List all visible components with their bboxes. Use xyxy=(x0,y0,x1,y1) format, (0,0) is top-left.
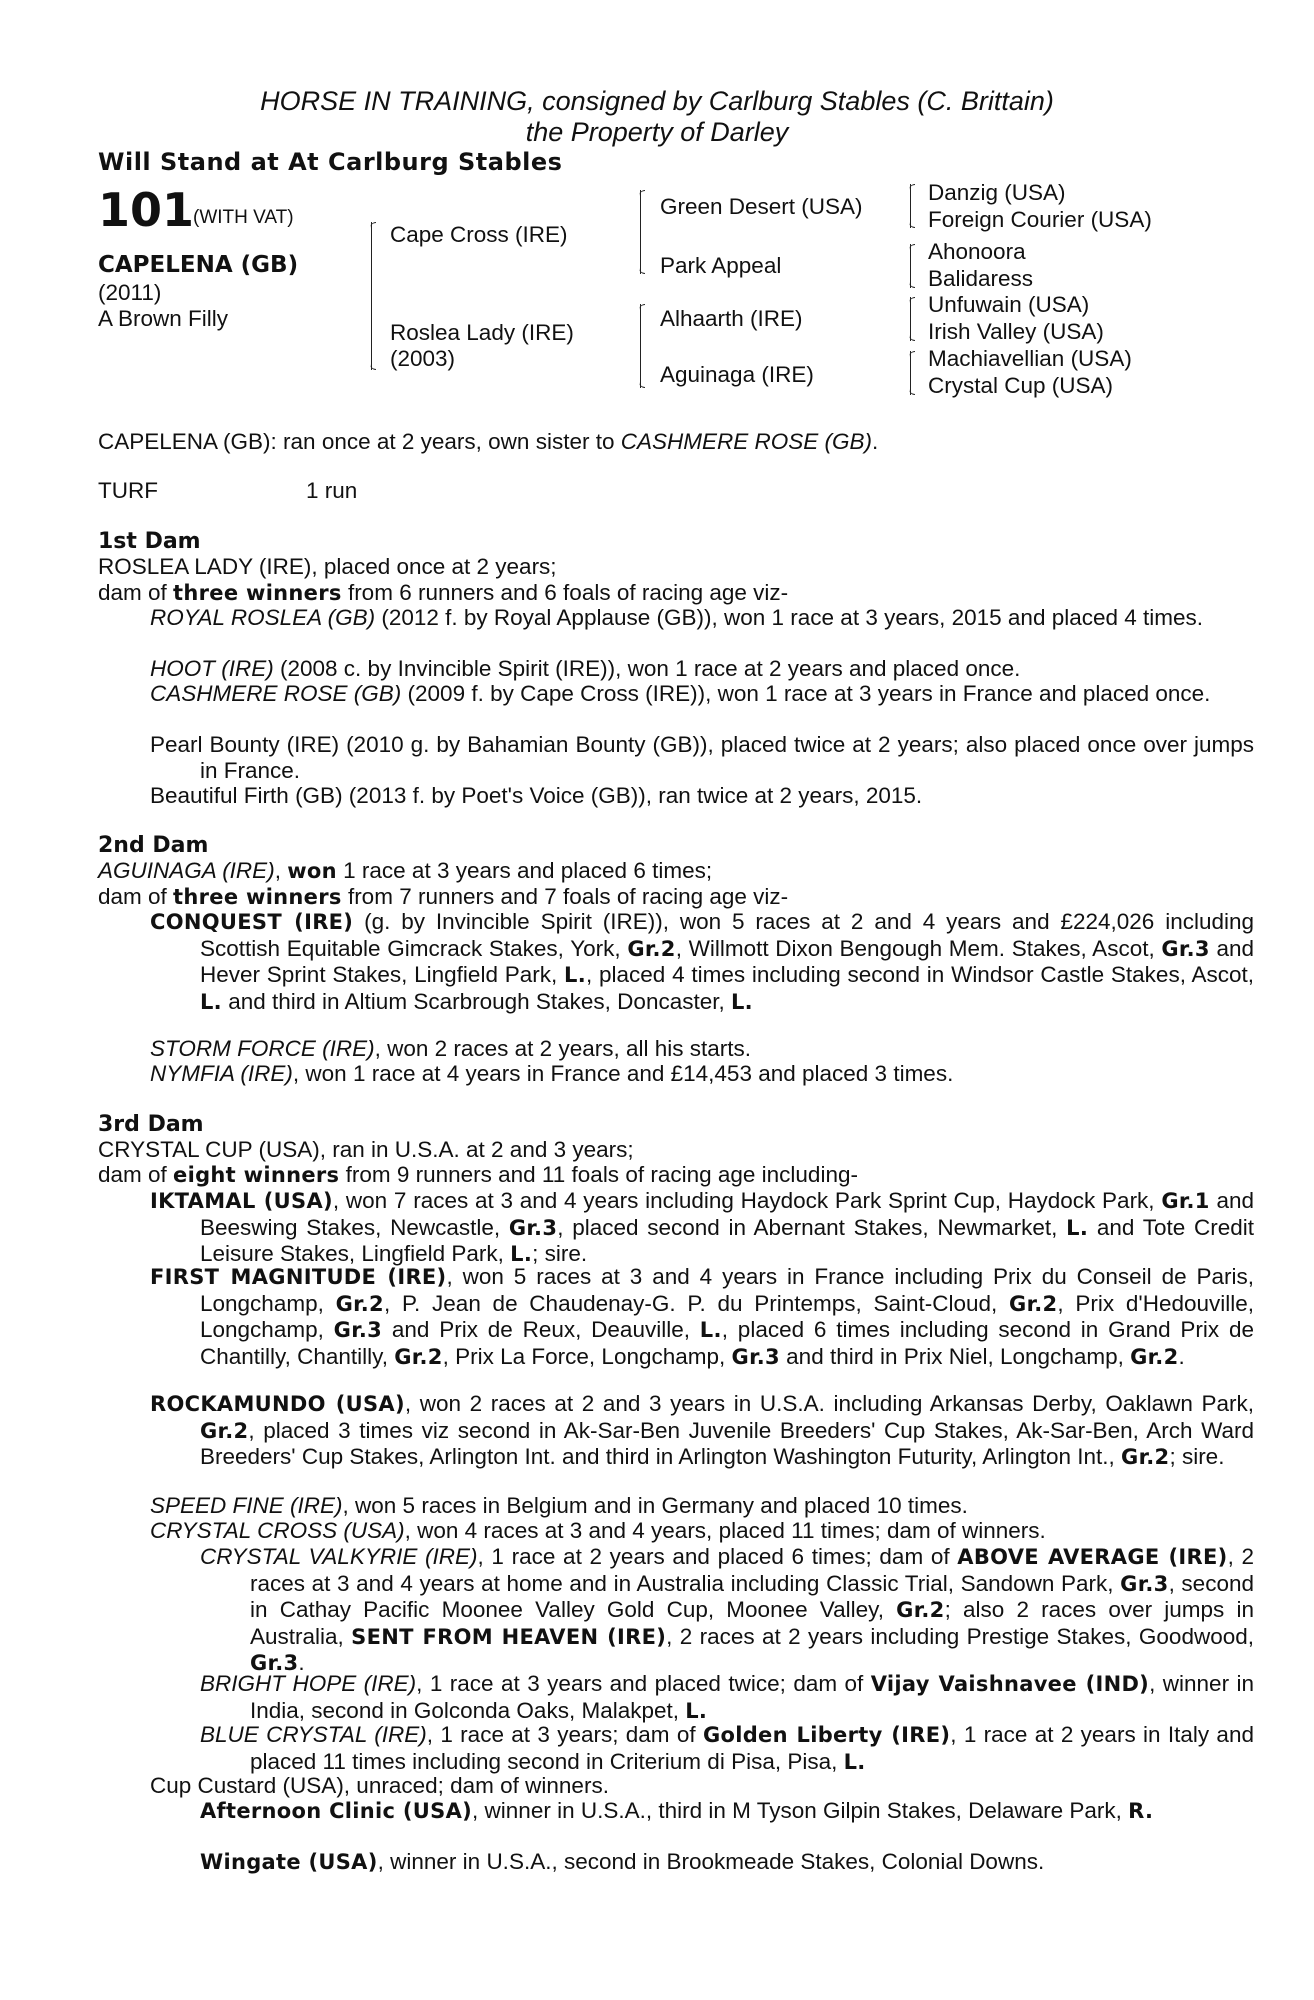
pedigree-dam: Roslea Lady (IRE) xyxy=(390,320,574,345)
produce-crystal-cross: CRYSTAL CROSS (USA), won 4 races at 3 and 4 years, placed 11 times; dam of winners. xyxy=(150,1518,1046,1543)
produce-speed-fine: SPEED FINE (IRE), won 5 races in Belgium and in Germany and placed 10 times. xyxy=(150,1493,968,1518)
race-summary: CAPELENA (GB): ran once at 2 years, own sister to CASHMERE ROSE (GB). xyxy=(98,429,879,454)
pedigree-sire-dam: Park Appeal xyxy=(660,253,782,278)
brace-ds xyxy=(910,297,911,341)
pedigree-sire: Cape Cross (IRE) xyxy=(390,222,568,247)
brace-dd xyxy=(910,351,911,395)
produce-cup-custard: Cup Custard (USA), unraced; dam of winners. xyxy=(150,1773,609,1798)
pedigree-dam-year: (2003) xyxy=(390,346,456,371)
horse-year: (2011) xyxy=(98,280,162,305)
turf-value: 1 run xyxy=(306,478,358,503)
produce-rockamundo: ROCKAMUNDO (USA), won 2 races at 2 and 3 years in U.S.A. including Arkansas Derby, Oaklawn Park, Gr.2, placed 3 times viz second in Ak-Sar-Ben Juvenile Breeders' Cup Stakes, Ak-Sar-Ben, Arch Ward Breeders' Cup Stakes, Arlington Int. and third in Arlington Washington Futurity, Arlington Int., Gr.2; sire. xyxy=(150,1391,1254,1469)
produce-wingate: Wingate (USA), winner in U.S.A., second in Brookmeade Stakes, Colonial Downs. xyxy=(200,1849,1045,1874)
produce-crystal-valkyrie: CRYSTAL VALKYRIE (IRE), 1 race at 2 years and placed 6 times; dam of ABOVE AVERAGE (IRE), 2 races at 3 and 4 years at home and in Australia including Classic Trial, Sandown Park, Gr.3, second in Cathay Pacific Moonee Valley Gold Cup, Moonee Valley, Gr.2; also 2 races over jumps in Australia, SENT FROM HEAVEN (IRE), 2 races at 2 years including Prestige Stakes, Goodwood, Gr.3. xyxy=(200,1544,1254,1675)
produce-pearl-bounty: Pearl Bounty (IRE) (2010 g. by Bahamian Bounty (GB)), placed twice at 2 years; also placed once over jumps in France. xyxy=(150,732,1254,783)
pedigree-dds: Machiavellian (USA) xyxy=(928,346,1132,371)
first-dam-produce-line: dam of three winners from 6 runners and 6 foals of racing age viz- xyxy=(98,580,789,605)
pedigree-sire-sire: Green Desert (USA) xyxy=(660,194,863,219)
pedigree-dam-sire: Alhaarth (IRE) xyxy=(660,306,803,331)
produce-hoot: HOOT (IRE) (2008 c. by Invincible Spirit (IRE)), won 1 race at 2 years and placed once. xyxy=(150,656,1021,681)
pedigree-dsd: Irish Valley (USA) xyxy=(928,319,1104,344)
produce-first-magnitude: FIRST MAGNITUDE (IRE), won 5 races at 3 and 4 years in France including Prix du Conseil de Paris, Longchamp, Gr.2, P. Jean de Chaudenay-G. P. du Printemps, Saint-Cloud, Gr.2, Prix d'Hedouville, Longchamp, Gr.3 and Prix de Reux, Deauville, L., placed 6 times including second in Grand Prix de Chantilly, Chantilly, Gr.2, Prix La Force, Longchamp, Gr.3 and third in Prix Niel, Longchamp, Gr.2. xyxy=(150,1264,1255,1369)
stand-line: Will Stand at At Carlburg Stables xyxy=(98,148,563,176)
third-dam-line: CRYSTAL CUP (USA), ran in U.S.A. at 2 and 3 years; xyxy=(98,1137,634,1162)
consignment-line: HORSE IN TRAINING, consigned by Carlburg Stables (C. Brittain) xyxy=(260,86,1054,116)
dam-line-brace xyxy=(640,304,641,388)
third-dam-heading: 3rd Dam xyxy=(98,1112,204,1137)
produce-afternoon-clinic: Afternoon Clinic (USA), winner in U.S.A., third in M Tyson Gilpin Stakes, Delaware Park, R. xyxy=(200,1798,1154,1823)
turf-label: TURF xyxy=(98,478,158,503)
horse-name: CAPELENA (GB) xyxy=(98,252,299,278)
vat-label: (WITH VAT) xyxy=(193,207,294,228)
pedigree-sdd: Balidaress xyxy=(928,266,1034,291)
property-line: the Property of Darley xyxy=(525,117,789,147)
horse-description: A Brown Filly xyxy=(98,306,229,331)
first-dam-line: ROSLEA LADY (IRE), placed once at 2 years; xyxy=(98,554,557,579)
sire-dam-brace xyxy=(371,222,372,370)
second-dam-produce-line: dam of three winners from 7 runners and 7 foals of racing age viz- xyxy=(98,884,789,909)
pedigree-dam-dam: Aguinaga (IRE) xyxy=(660,362,814,387)
sire-line-brace xyxy=(640,190,641,274)
pedigree-ssd: Foreign Courier (USA) xyxy=(928,207,1152,232)
pedigree-sds: Ahonoora xyxy=(928,239,1026,264)
pedigree-dss: Unfuwain (USA) xyxy=(928,292,1090,317)
produce-iktamal: IKTAMAL (USA), won 7 races at 3 and 4 years including Haydock Park Sprint Cup, Haydock Park, Gr.1 and Beeswing Stakes, Newcastle, Gr.3, placed second in Abernant Stakes, Newmarket, L. and Tote Credit Leisure Stakes, Lingfield Park, L.; sire. xyxy=(150,1188,1254,1266)
pedigree-sss: Danzig (USA) xyxy=(928,180,1066,205)
first-dam-heading: 1st Dam xyxy=(98,529,201,554)
produce-royal-roslea: ROYAL ROSLEA (GB) (2012 f. by Royal Applause (GB)), won 1 race at 3 years, 2015 and placed 4 times. xyxy=(150,605,1204,630)
pedigree-ddd: Crystal Cup (USA) xyxy=(928,373,1114,398)
brace-ss xyxy=(910,184,911,228)
lot-number: 101 xyxy=(98,183,195,237)
produce-conquest: CONQUEST (IRE) (g. by Invincible Spirit (IRE)), won 5 races at 2 and 4 years and £224,026 including Scottish Equitable Gimcrack Stakes, York, Gr.2, Willmott Dixon Bengough Mem. Stakes, Ascot, Gr.3 and Hever Sprint Stakes, Lingfield Park, L., placed 4 times including second in Windsor Castle Stakes, Ascot, L. and third in Altium Scarbrough Stakes, Doncaster, L. xyxy=(150,909,1255,1014)
brace-sd xyxy=(910,244,911,288)
produce-bright-hope: BRIGHT HOPE (IRE), 1 race at 3 years and placed twice; dam of Vijay Vaishnavee (IND), winner in India, second in Golconda Oaks, Malakpet, L. xyxy=(200,1671,1255,1723)
produce-nymfia: NYMFIA (IRE), won 1 race at 4 years in France and £14,453 and placed 3 times. xyxy=(150,1061,954,1086)
produce-storm-force: STORM FORCE (IRE), won 2 races at 2 years, all his starts. xyxy=(150,1036,751,1061)
second-dam-heading: 2nd Dam xyxy=(98,833,209,858)
produce-cashmere-rose: CASHMERE ROSE (GB) (2009 f. by Cape Cross (IRE)), won 1 race at 3 years in France and placed once. xyxy=(150,681,1211,706)
second-dam-line: AGUINAGA (IRE), won 1 race at 3 years and placed 6 times; xyxy=(98,858,713,883)
produce-beautiful-firth: Beautiful Firth (GB) (2013 f. by Poet's Voice (GB)), ran twice at 2 years, 2015. xyxy=(150,783,923,808)
produce-blue-crystal: BLUE CRYSTAL (IRE), 1 race at 3 years; dam of Golden Liberty (IRE), 1 race at 2 years in Italy and placed 11 times including second in Criterium di Pisa, Pisa, L. xyxy=(200,1722,1254,1774)
third-dam-produce-line: dam of eight winners from 9 runners and 11 foals of racing age including- xyxy=(98,1162,858,1187)
